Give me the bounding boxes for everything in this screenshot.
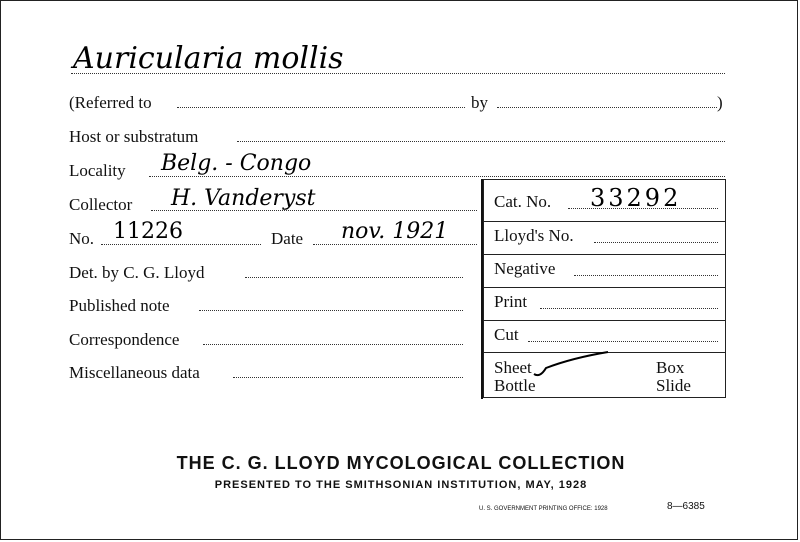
published-note-label: Published note <box>69 296 170 315</box>
correspondence-label: Correspondence <box>69 330 180 349</box>
collection-subtitle: PRESENTED TO THE SMITHSONIAN INSTITUTION, MAY, 1928 <box>214 479 588 491</box>
box-label: Box <box>656 358 685 377</box>
lloyds-no-label: Lloyd's No. <box>494 226 574 245</box>
date-value: nov. 1921 <box>341 219 449 244</box>
misc-line <box>233 377 463 378</box>
cat-no-label: Cat. No. <box>494 192 552 211</box>
collector-line <box>151 210 477 211</box>
check-mark-icon <box>532 350 622 380</box>
cut-line <box>528 341 718 342</box>
negative-line <box>574 275 718 276</box>
collector-label: Collector <box>69 195 133 214</box>
slide-label: Slide <box>656 376 691 395</box>
print-label: Print <box>494 292 528 311</box>
cat-no-line <box>568 208 718 209</box>
species-name: Auricularia mollis <box>73 41 344 76</box>
number-line <box>101 244 261 245</box>
printing-office: U. S. GOVERNMENT PRINTING OFFICE: 1928 <box>479 506 608 512</box>
close-paren: ) <box>717 93 723 112</box>
by-line <box>497 107 717 108</box>
collector-value: H. Vanderyst <box>171 186 316 211</box>
form-code: 8—6385 <box>667 501 705 512</box>
species-line <box>71 73 725 74</box>
cut-label: Cut <box>494 325 519 344</box>
misc-label: Miscellaneous data <box>69 363 200 382</box>
locality-label: Locality <box>69 161 126 180</box>
referred-to-line <box>177 107 465 108</box>
by-label: by <box>471 93 488 112</box>
box-rule-1 <box>484 221 725 222</box>
bottle-label: Bottle <box>494 376 536 395</box>
sheet-label: Sheet <box>494 358 532 377</box>
referred-to-label: (Referred to <box>69 93 152 112</box>
published-note-line <box>199 310 463 311</box>
host-label: Host or substratum <box>69 127 199 146</box>
host-line <box>237 141 725 142</box>
cat-no-value: 33292 <box>590 184 682 212</box>
number-value: 11226 <box>113 219 183 244</box>
date-line <box>313 244 477 245</box>
lloyds-no-line <box>594 242 718 243</box>
catalog-box <box>483 179 726 398</box>
box-rule-3 <box>484 287 725 288</box>
date-label: Date <box>271 229 304 248</box>
number-label: No. <box>69 229 95 248</box>
collection-title: THE C. G. LLOYD MYCOLOGICAL COLLECTION <box>176 453 626 473</box>
det-by-line <box>245 277 463 278</box>
box-rule-2 <box>484 254 725 255</box>
correspondence-line <box>203 344 463 345</box>
det-by-label: Det. by C. G. Lloyd <box>69 263 205 282</box>
print-line <box>540 308 718 309</box>
negative-label: Negative <box>494 259 556 278</box>
locality-line <box>149 176 725 177</box>
locality-value: Belg. - Congo <box>161 151 312 176</box>
box-rule-4 <box>484 320 725 321</box>
